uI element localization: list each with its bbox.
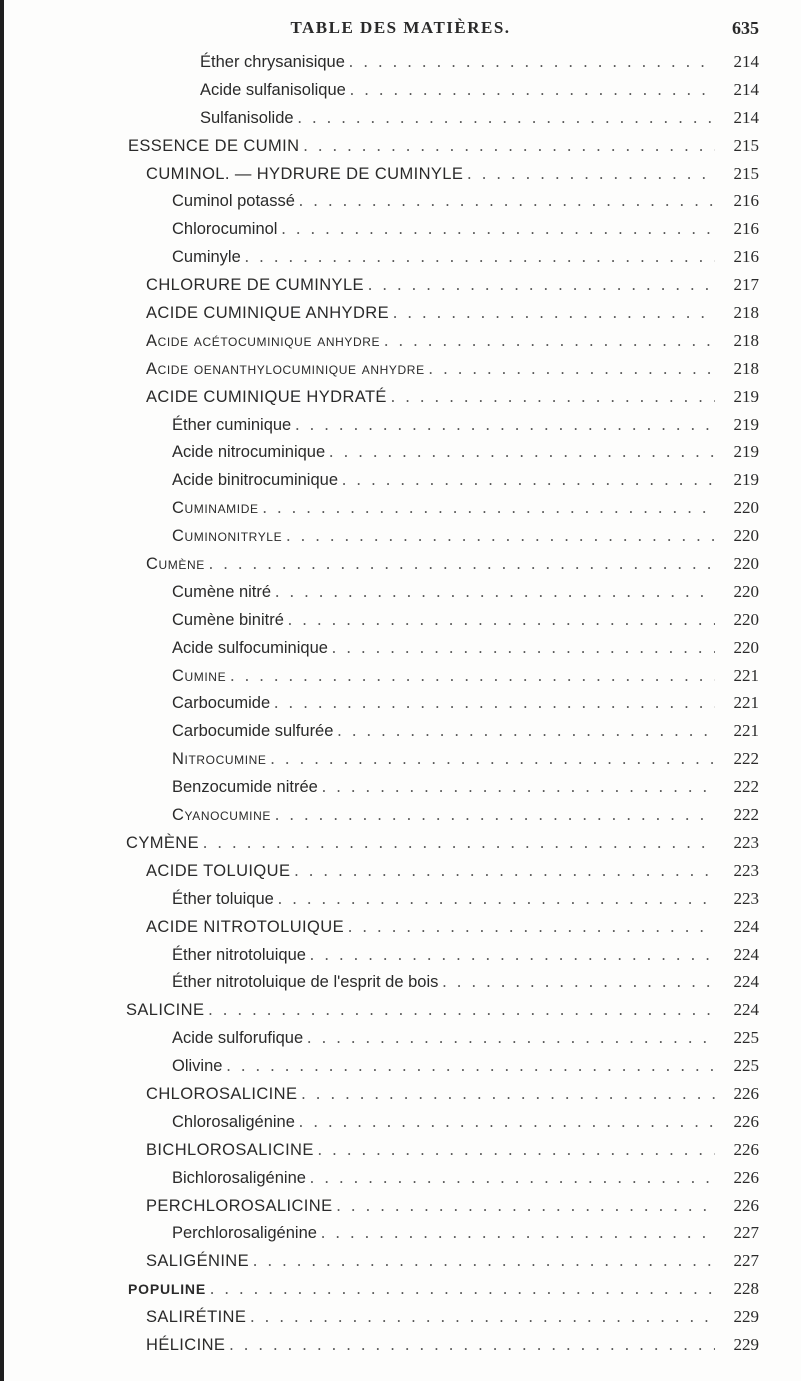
toc-entry-label: Éther nitrotoluique de l'esprit de bois	[172, 973, 439, 992]
toc-entry-page: 220	[733, 581, 759, 601]
running-title: TABLE DES MATIÈRES.	[290, 18, 511, 37]
toc-entry-page: 224	[733, 972, 759, 992]
toc-entry-page: 222	[733, 805, 759, 825]
toc-entry-page: 229	[733, 1307, 759, 1327]
toc-entry-page: 219	[733, 414, 759, 434]
toc-entry	[0, 247, 801, 275]
toc-entry-page: 223	[733, 888, 759, 908]
toc-entry	[0, 749, 801, 777]
toc-entry-page: 221	[733, 665, 759, 685]
toc-entry	[0, 359, 801, 387]
toc-entry-page: 222	[733, 749, 759, 769]
toc-entry-label: ACIDE NITROTOLUIQUE	[146, 917, 344, 936]
toc-entry-label: Perchlorosaligénine	[172, 1224, 317, 1243]
toc-entry-page: 226	[733, 1139, 759, 1159]
toc-entry-page: 219	[733, 386, 759, 406]
dot-leader	[286, 526, 715, 546]
dot-leader	[271, 749, 715, 769]
toc-entry-page: 217	[733, 275, 759, 295]
dot-leader	[310, 1168, 715, 1188]
dot-leader	[329, 442, 715, 462]
toc-entry-label: ACIDE TOLUIQUE	[146, 861, 291, 880]
toc-entry-label: BICHLOROSALICINE	[146, 1140, 314, 1159]
dot-leader	[295, 415, 715, 435]
toc-entry-page: 223	[733, 832, 759, 852]
dot-leader	[303, 136, 715, 156]
toc-entry-page: 220	[733, 526, 759, 546]
toc-entry-label: Acide sulfocuminique	[172, 638, 328, 657]
dot-leader	[318, 1140, 715, 1160]
toc-entry-page: 215	[733, 163, 759, 183]
dot-leader	[321, 1223, 715, 1243]
dot-leader	[342, 470, 715, 490]
toc-entry-label: ESSENCE DE CUMIN	[128, 136, 300, 155]
dot-leader	[298, 108, 715, 128]
toc-entry-label: CHLORURE DE CUMINYLE	[146, 276, 364, 295]
toc-entry	[0, 219, 801, 247]
dot-leader	[203, 833, 715, 853]
toc-entry-label: SALIGÉNINE	[146, 1252, 250, 1271]
toc-entry	[0, 693, 801, 721]
toc-entry-page: 226	[733, 1083, 759, 1103]
toc-entry-page: 218	[733, 303, 759, 323]
dot-leader	[429, 359, 715, 379]
toc-entry	[0, 1307, 801, 1335]
toc-entry	[0, 889, 801, 917]
dot-leader	[391, 387, 715, 407]
toc-entry	[0, 1028, 801, 1056]
toc-entry-label: Acide sulforufique	[172, 1029, 304, 1048]
toc-entry	[0, 582, 801, 610]
toc-entry	[0, 164, 801, 192]
toc-entry-page: 229	[733, 1334, 759, 1354]
toc-entry	[0, 1056, 801, 1084]
toc-entry-label: Cuminol potassé	[172, 192, 295, 211]
toc-entry-label: CYMÈNE	[126, 833, 199, 852]
toc-entry-page: 220	[733, 498, 759, 518]
toc-entry	[0, 1112, 801, 1140]
toc-entry	[0, 666, 801, 694]
dot-leader	[393, 303, 715, 323]
toc-entry-label: Cyanocumine	[172, 806, 271, 825]
toc-entry-page: 223	[733, 860, 759, 880]
toc-entry-label: Cumène binitré	[172, 610, 284, 629]
dot-leader	[368, 275, 715, 295]
toc-entry	[0, 610, 801, 638]
toc-entry-page: 218	[733, 358, 759, 378]
toc-entry-page: 228	[733, 1279, 759, 1299]
dot-leader	[288, 610, 715, 630]
toc-entry	[0, 945, 801, 973]
toc-entry-page: 218	[733, 330, 759, 350]
toc-entry	[0, 1279, 801, 1307]
toc-entry	[0, 833, 801, 861]
toc-entry-label: SALIRÉTINE	[146, 1308, 247, 1327]
toc-entry	[0, 136, 801, 164]
toc-entry-page: 226	[733, 1167, 759, 1187]
toc-entry-page: 226	[733, 1195, 759, 1215]
dot-leader	[281, 219, 715, 239]
dot-leader	[275, 805, 715, 825]
dot-leader	[245, 247, 715, 267]
toc-entry-label: Chlorocuminol	[172, 220, 278, 239]
dot-leader	[442, 972, 715, 992]
toc-entry-label: CUMINOL. — HYDRURE DE CUMINYLE	[146, 164, 464, 183]
toc-entry-label: Chlorosaligénine	[172, 1112, 295, 1131]
dot-leader	[299, 191, 715, 211]
toc-entry-page: 220	[733, 637, 759, 657]
toc-entry	[0, 721, 801, 749]
table-of-contents	[0, 52, 801, 1363]
dot-leader	[337, 721, 715, 741]
toc-entry-label: PERCHLOROSALICINE	[146, 1196, 333, 1215]
toc-entry-page: 219	[733, 442, 759, 462]
dot-leader	[274, 693, 715, 713]
toc-entry-label: Carbocumide sulfurée	[172, 722, 334, 741]
dot-leader	[301, 1084, 715, 1104]
toc-entry-page: 219	[733, 470, 759, 490]
toc-entry	[0, 470, 801, 498]
toc-entry	[0, 108, 801, 136]
toc-entry-label: CHLOROSALICINE	[146, 1084, 298, 1103]
toc-entry-label: Cuminamide	[172, 499, 259, 518]
toc-entry	[0, 415, 801, 443]
toc-entry-label: Cuminonitryle	[172, 527, 283, 546]
toc-entry-label: Acide nitrocuminique	[172, 443, 326, 462]
dot-leader	[322, 777, 715, 797]
toc-entry-page: 227	[733, 1223, 759, 1243]
dot-leader	[310, 945, 715, 965]
dot-leader	[350, 80, 715, 100]
toc-entry-page: 220	[733, 554, 759, 574]
toc-entry	[0, 972, 801, 1000]
toc-entry	[0, 1168, 801, 1196]
dot-leader	[337, 1196, 715, 1216]
toc-entry-label: ACIDE CUMINIQUE HYDRATÉ	[146, 387, 387, 406]
toc-entry-label: Cumène	[146, 555, 205, 574]
toc-entry	[0, 1335, 801, 1363]
dot-leader	[208, 1000, 715, 1020]
dot-leader	[253, 1251, 715, 1271]
toc-entry-page: 225	[733, 1028, 759, 1048]
toc-entry	[0, 554, 801, 582]
toc-entry	[0, 498, 801, 526]
toc-entry-label: HÉLICINE	[146, 1335, 226, 1354]
toc-entry-label: Éther chrysanisique	[200, 53, 345, 71]
toc-entry-page: 224	[733, 1000, 759, 1020]
toc-entry-label: Carbocumide	[172, 694, 271, 713]
dot-leader	[348, 917, 715, 937]
toc-entry	[0, 80, 801, 108]
dot-leader	[250, 1307, 715, 1327]
toc-entry-label: Cumine	[172, 666, 227, 685]
dot-leader	[210, 1279, 715, 1299]
page-header	[0, 18, 801, 48]
dot-leader	[275, 582, 715, 602]
toc-entry	[0, 917, 801, 945]
dot-leader	[467, 164, 715, 184]
toc-entry	[0, 1140, 801, 1168]
toc-entry-page: 220	[733, 609, 759, 629]
dot-leader	[349, 52, 715, 72]
toc-entry	[0, 1223, 801, 1251]
toc-entry-page: 215	[733, 135, 759, 155]
toc-entry	[0, 387, 801, 415]
toc-entry-label: Bichlorosaligénine	[172, 1168, 306, 1187]
toc-entry-page: 224	[733, 916, 759, 936]
toc-entry-label: Benzocumide nitrée	[172, 778, 318, 797]
toc-entry-label: SALICINE	[126, 1001, 205, 1020]
toc-entry-page: 222	[733, 777, 759, 797]
toc-entry	[0, 52, 801, 80]
toc-entry-label: Sulfanisolide	[200, 108, 294, 127]
toc-entry-label: Éther cuminique	[172, 415, 292, 434]
toc-entry	[0, 1196, 801, 1224]
toc-entry-label: Cuminyle	[172, 248, 241, 267]
toc-entry-page: 221	[733, 693, 759, 713]
toc-entry-page: 214	[733, 79, 759, 99]
dot-leader	[299, 1112, 715, 1132]
toc-entry	[0, 526, 801, 554]
toc-entry-label: Acide sulfanisolique	[200, 80, 346, 99]
dot-leader	[226, 1056, 715, 1076]
dot-leader	[332, 638, 715, 658]
toc-entry	[0, 805, 801, 833]
toc-entry-label: ACIDE CUMINIQUE ANHYDRE	[146, 304, 389, 323]
toc-entry-label: Cumène nitré	[172, 582, 272, 601]
dot-leader	[307, 1028, 715, 1048]
toc-entry-page: 227	[733, 1251, 759, 1271]
toc-entry	[0, 303, 801, 331]
toc-entry-page: 225	[733, 1056, 759, 1076]
toc-entry-page: 214	[733, 52, 759, 71]
dot-leader	[384, 331, 715, 351]
toc-entry	[0, 191, 801, 219]
dot-leader	[294, 861, 715, 881]
toc-entry-page: 216	[733, 191, 759, 211]
toc-entry	[0, 275, 801, 303]
toc-entry-label: Nitrocumine	[172, 750, 267, 769]
toc-entry-page: 214	[733, 107, 759, 127]
page-number: 635	[732, 18, 759, 38]
toc-entry	[0, 1251, 801, 1279]
dot-leader	[229, 1335, 715, 1355]
toc-entry-page: 216	[733, 219, 759, 239]
toc-entry-label: Acide acétocuminique anhydre	[146, 331, 381, 350]
toc-entry	[0, 638, 801, 666]
toc-entry-page: 216	[733, 247, 759, 267]
toc-entry	[0, 1084, 801, 1112]
toc-entry	[0, 777, 801, 805]
toc-entry	[0, 1000, 801, 1028]
toc-entry-label: Éther nitrotoluique	[172, 945, 306, 964]
dot-leader	[230, 666, 715, 686]
dot-leader	[278, 889, 715, 909]
toc-entry	[0, 331, 801, 359]
toc-entry-label: Olivine	[172, 1057, 223, 1076]
dot-leader	[263, 498, 715, 518]
toc-entry-page: 224	[733, 944, 759, 964]
toc-entry	[0, 442, 801, 470]
toc-entry-page: 226	[733, 1111, 759, 1131]
toc-entry-page: 221	[733, 721, 759, 741]
toc-entry-label: Éther toluique	[172, 889, 274, 908]
dot-leader	[209, 554, 715, 574]
toc-entry	[0, 861, 801, 889]
toc-entry-label: POPULINE	[128, 1281, 206, 1298]
toc-entry-label: Acide binitrocuminique	[172, 471, 339, 490]
toc-entry-label: Acide oenanthylocuminique anhydre	[146, 359, 425, 378]
